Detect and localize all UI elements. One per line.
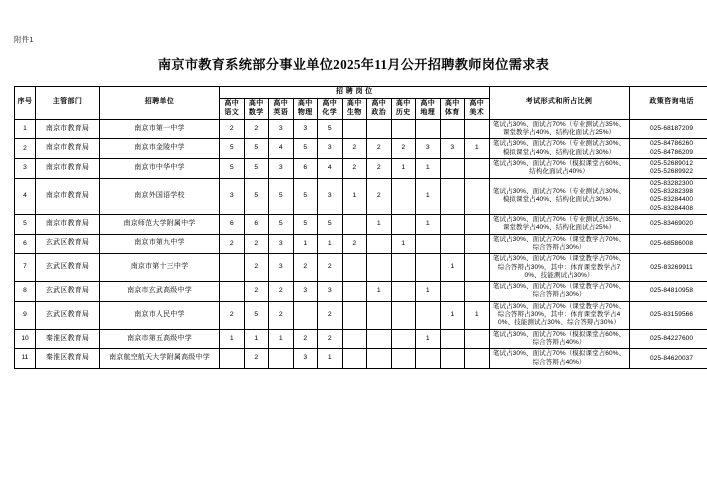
column-header-subject-math: 高中数学: [244, 98, 269, 119]
cell-position-count: [465, 234, 490, 254]
cell-position-count: 5: [244, 301, 269, 329]
cell-exam-format: 笔试占30%、面试占70%（模拟课堂占60%、结构化面试占40%）: [489, 159, 629, 179]
cell-consultation-phone: [629, 282, 707, 302]
cell-position-count: [440, 159, 465, 179]
cell-position-count: [465, 349, 490, 369]
cell-consultation-phone: [629, 329, 707, 349]
cell-position-count: 1: [269, 329, 294, 349]
cell-position-count: 1: [391, 234, 416, 254]
cell-position-count: 2: [342, 159, 367, 179]
cell-position-count: 4: [318, 159, 343, 179]
cell-consultation-phone: [629, 119, 707, 139]
cell-position-count: 1: [416, 329, 441, 349]
column-header-subject-politics: 高中政治: [367, 98, 392, 119]
cell-position-count: [440, 282, 465, 302]
cell-position-count: [416, 301, 441, 329]
cell-position-count: [391, 301, 416, 329]
column-header-subject-art: 高中美术: [465, 98, 490, 119]
cell-position-count: 1: [416, 159, 441, 179]
table-row: [15, 282, 707, 302]
cell-position-count: 1: [440, 301, 465, 329]
cell-position-count: [367, 234, 392, 254]
cell-position-count: [391, 119, 416, 139]
cell-recruiting-unit: 南京市玄武高级中学: [100, 282, 220, 302]
cell-position-count: 2: [318, 329, 343, 349]
cell-position-count: [440, 214, 465, 234]
cell-position-count: [391, 214, 416, 234]
phone-number: 025-68586008: [649, 239, 694, 247]
cell-exam-format: 笔试占30%、面试占70%（模拟课堂占60%、综合答辩占40%）: [489, 349, 629, 369]
cell-position-count: [465, 254, 490, 282]
cell-supervising-department: 南京市教育局: [36, 139, 100, 159]
cell-consultation-phone: [629, 234, 707, 254]
cell-sequence-number: 6: [15, 234, 36, 254]
cell-position-count: 5: [269, 178, 294, 214]
cell-position-count: 6: [244, 214, 269, 234]
phone-number: 025-83284400: [649, 196, 694, 204]
table-row: [15, 301, 707, 329]
cell-position-count: [342, 119, 367, 139]
cell-position-count: 1: [318, 349, 343, 369]
cell-supervising-department: 秦淮区教育局: [36, 349, 100, 369]
cell-position-count: 2: [342, 234, 367, 254]
column-header-subject-pe: 高中体育: [440, 98, 465, 119]
phone-number: 025-52689012: [649, 160, 694, 168]
cell-position-count: 2: [220, 234, 245, 254]
cell-recruiting-unit: 南京市人民中学: [100, 301, 220, 329]
cell-position-count: 3: [269, 234, 294, 254]
cell-consultation-phone: [629, 349, 707, 369]
cell-supervising-department: 南京市教育局: [36, 178, 100, 214]
cell-position-count: 1: [220, 329, 245, 349]
cell-position-count: 3: [269, 119, 294, 139]
cell-supervising-department: 玄武区教育局: [36, 254, 100, 282]
phone-number: 025-83282398: [649, 188, 694, 196]
requirements-table-container: [14, 86, 693, 369]
cell-position-count: [416, 254, 441, 282]
cell-sequence-number: 7: [15, 254, 36, 282]
cell-position-count: 1: [465, 139, 490, 159]
cell-position-count: 1: [391, 159, 416, 179]
cell-consultation-phone: [629, 139, 707, 159]
cell-exam-format: 笔试占30%、面试占70%（课堂教学占70%、综合答辩占30%，其中：体育课堂教学占70%、技能测试占30%）: [489, 254, 629, 282]
cell-position-count: 2: [244, 349, 269, 369]
cell-position-count: 1: [367, 214, 392, 234]
cell-position-count: 3: [440, 139, 465, 159]
cell-position-count: 3: [318, 139, 343, 159]
table-row: [15, 139, 707, 159]
column-header-unit: 招聘单位: [100, 87, 220, 120]
cell-exam-format: 笔试占30%、面试占70%（专业测试占35%、课堂教学占40%、结构化面试占25%）: [489, 214, 629, 234]
cell-position-count: [465, 329, 490, 349]
table-row: [15, 234, 707, 254]
cell-recruiting-unit: 南京航空航天大学附属高级中学: [100, 349, 220, 369]
cell-recruiting-unit: 南京市第五高级中学: [100, 329, 220, 349]
cell-position-count: 5: [244, 159, 269, 179]
phone-number: 025-84620037: [649, 354, 694, 362]
cell-position-count: [416, 119, 441, 139]
cell-position-count: [465, 214, 490, 234]
column-header-exam: 考试形式和所占比例: [489, 87, 629, 120]
cell-position-count: 3: [293, 119, 318, 139]
cell-position-count: 5: [318, 214, 343, 234]
column-header-phone: 政策咨询电话: [629, 87, 707, 120]
cell-position-count: 5: [293, 139, 318, 159]
cell-position-count: 6: [220, 214, 245, 234]
cell-supervising-department: 玄武区教育局: [36, 301, 100, 329]
cell-position-count: 2: [293, 329, 318, 349]
cell-position-count: 3: [293, 349, 318, 369]
cell-position-count: 2: [220, 301, 245, 329]
cell-position-count: 5: [293, 178, 318, 214]
cell-position-count: [220, 282, 245, 302]
cell-position-count: 3: [269, 159, 294, 179]
cell-position-count: 5: [293, 214, 318, 234]
cell-position-count: [367, 349, 392, 369]
cell-position-count: 1: [440, 254, 465, 282]
cell-position-count: 2: [244, 119, 269, 139]
cell-position-count: 2: [367, 159, 392, 179]
cell-sequence-number: 1: [15, 119, 36, 139]
cell-exam-format: 笔试占30%、面试占70%（课堂教学占70%、综合答辩占30%）: [489, 234, 629, 254]
phone-number: 025-83282300: [649, 179, 694, 187]
cell-position-count: 2: [269, 282, 294, 302]
cell-position-count: 1: [416, 178, 441, 214]
cell-position-count: 4: [269, 139, 294, 159]
cell-position-count: 3: [220, 178, 245, 214]
cell-exam-format: 笔试占30%、面试占70%（课堂教学占70%、综合答辩占30%）: [489, 282, 629, 302]
cell-position-count: [391, 349, 416, 369]
cell-position-count: 5: [220, 139, 245, 159]
cell-recruiting-unit: 南京外国语学校: [100, 178, 220, 214]
cell-position-count: [465, 178, 490, 214]
cell-position-count: 6: [293, 159, 318, 179]
cell-position-count: 2: [244, 234, 269, 254]
cell-position-count: 2: [293, 254, 318, 282]
table-row: [15, 214, 707, 234]
cell-position-count: [416, 349, 441, 369]
cell-position-count: [367, 301, 392, 329]
cell-position-count: [391, 178, 416, 214]
cell-position-count: 1: [416, 282, 441, 302]
column-header-positions-group: 招 聘 岗 位: [220, 87, 490, 99]
cell-position-count: 5: [269, 214, 294, 234]
cell-position-count: 2: [269, 301, 294, 329]
cell-sequence-number: 9: [15, 301, 36, 329]
phone-number: 025-84227600: [649, 334, 694, 342]
attachment-label: 附件1: [14, 35, 34, 44]
cell-recruiting-unit: 南京师范大学附属中学: [100, 214, 220, 234]
phone-number: 025-83469020: [649, 220, 694, 228]
cell-position-count: 5: [244, 139, 269, 159]
cell-position-count: 1: [342, 178, 367, 214]
cell-position-count: [391, 329, 416, 349]
cell-sequence-number: 5: [15, 214, 36, 234]
cell-sequence-number: 10: [15, 329, 36, 349]
cell-position-count: 5: [318, 119, 343, 139]
cell-exam-format: 笔试占30%、面试占70%（模拟课堂占60%、综合答辩占40%）: [489, 329, 629, 349]
cell-exam-format: 笔试占30%、面试占70%（专业测试占30%、模拟课堂占40%、结构化面试占30%）: [489, 139, 629, 159]
table-row: [15, 254, 707, 282]
table-body: [15, 119, 707, 368]
cell-exam-format: 笔试占30%、面试占70%（课堂教学占70%、综合答辩占30%，其中：体育课堂教学占40%、技能测试占30%、综合答辩占30%）: [489, 301, 629, 329]
cell-position-count: [367, 329, 392, 349]
cell-position-count: [440, 329, 465, 349]
cell-position-count: [440, 119, 465, 139]
phone-number: 025-83284408: [649, 204, 694, 212]
column-header-subject-biology: 高中生物: [342, 98, 367, 119]
cell-supervising-department: 南京市教育局: [36, 214, 100, 234]
cell-position-count: [342, 254, 367, 282]
cell-position-count: 5: [220, 159, 245, 179]
cell-position-count: [367, 254, 392, 282]
cell-recruiting-unit: 南京市第一中学: [100, 119, 220, 139]
cell-position-count: 2: [391, 139, 416, 159]
column-header-subject-geography: 高中地理: [416, 98, 441, 119]
cell-sequence-number: 11: [15, 349, 36, 369]
cell-recruiting-unit: 南京市金陵中学: [100, 139, 220, 159]
table-row: [15, 159, 707, 179]
cell-position-count: 2: [342, 139, 367, 159]
cell-position-count: 3: [416, 139, 441, 159]
cell-supervising-department: 南京市教育局: [36, 159, 100, 179]
cell-position-count: [269, 349, 294, 369]
phone-number: 025-84786209: [649, 148, 694, 156]
cell-exam-format: 笔试占30%、面试占70%（专业测试占35%、课堂教学占40%、结构化面试占25%）: [489, 119, 629, 139]
cell-position-count: [342, 329, 367, 349]
cell-position-count: 1: [367, 282, 392, 302]
cell-supervising-department: 玄武区教育局: [36, 282, 100, 302]
cell-supervising-department: 玄武区教育局: [36, 234, 100, 254]
table-row: [15, 329, 707, 349]
cell-position-count: 2: [220, 119, 245, 139]
cell-position-count: [465, 159, 490, 179]
cell-sequence-number: 2: [15, 139, 36, 159]
cell-position-count: [440, 234, 465, 254]
cell-position-count: 2: [318, 254, 343, 282]
cell-supervising-department: 秦淮区教育局: [36, 329, 100, 349]
cell-position-count: [220, 349, 245, 369]
column-header-subject-chinese: 高中语文: [220, 98, 245, 119]
cell-position-count: 1: [244, 329, 269, 349]
cell-position-count: [342, 282, 367, 302]
table-row: [15, 119, 707, 139]
cell-position-count: [293, 301, 318, 329]
cell-consultation-phone: [629, 301, 707, 329]
cell-position-count: [342, 214, 367, 234]
cell-position-count: 3: [293, 282, 318, 302]
page-title: 南京市教育系统部分事业单位2025年11月公开招聘教师岗位需求表: [157, 57, 550, 72]
cell-position-count: 1: [465, 301, 490, 329]
cell-position-count: 3: [318, 282, 343, 302]
cell-position-count: [391, 282, 416, 302]
column-header-seq: 序号: [15, 87, 36, 120]
cell-position-count: [440, 178, 465, 214]
cell-sequence-number: 3: [15, 159, 36, 179]
cell-exam-format: 笔试占30%、面试占70%（专业测试占30%、模拟课堂占40%、结构化面试占30%）: [489, 178, 629, 214]
cell-position-count: 2: [318, 301, 343, 329]
recruitment-requirements-table: [14, 86, 707, 369]
cell-consultation-phone: [629, 178, 707, 214]
table-row: [15, 349, 707, 369]
table-header-row-top: [15, 87, 707, 99]
phone-number: 025-84786260: [649, 140, 694, 148]
column-header-subject-english: 高中英语: [269, 98, 294, 119]
cell-position-count: 2: [367, 178, 392, 214]
cell-position-count: 3: [269, 254, 294, 282]
cell-position-count: 2: [244, 282, 269, 302]
cell-position-count: 1: [293, 234, 318, 254]
cell-sequence-number: 4: [15, 178, 36, 214]
table-row: [15, 178, 707, 214]
phone-number: 025-83269911: [650, 263, 693, 271]
cell-position-count: 2: [367, 139, 392, 159]
table-header: [15, 87, 707, 120]
cell-supervising-department: 南京市教育局: [36, 119, 100, 139]
cell-recruiting-unit: 南京市第十三中学: [100, 254, 220, 282]
column-header-subject-history: 高中历史: [391, 98, 416, 119]
cell-position-count: [220, 254, 245, 282]
cell-position-count: [465, 119, 490, 139]
cell-position-count: [342, 301, 367, 329]
phone-number: 025-83159566: [649, 311, 694, 319]
cell-position-count: [440, 349, 465, 369]
cell-consultation-phone: [629, 214, 707, 234]
cell-position-count: [416, 234, 441, 254]
cell-position-count: 2: [244, 254, 269, 282]
column-header-dept: 主管部门: [36, 87, 100, 120]
cell-recruiting-unit: 南京市第九中学: [100, 234, 220, 254]
phone-number: 025-68187209: [649, 125, 694, 133]
cell-position-count: 1: [318, 234, 343, 254]
cell-position-count: 3: [318, 178, 343, 214]
cell-position-count: [367, 119, 392, 139]
column-header-subject-physics: 高中物理: [293, 98, 318, 119]
cell-position-count: 1: [416, 214, 441, 234]
cell-position-count: [391, 254, 416, 282]
column-header-subject-chemistry: 高中化学: [318, 98, 343, 119]
cell-sequence-number: 8: [15, 282, 36, 302]
cell-position-count: 5: [244, 178, 269, 214]
cell-position-count: [465, 282, 490, 302]
cell-position-count: [342, 349, 367, 369]
cell-consultation-phone: [629, 254, 707, 282]
cell-consultation-phone: [629, 159, 707, 179]
cell-recruiting-unit: 南京市中华中学: [100, 159, 220, 179]
phone-number: 025-84810958: [649, 287, 694, 295]
phone-number: 025-52689922: [649, 168, 694, 176]
